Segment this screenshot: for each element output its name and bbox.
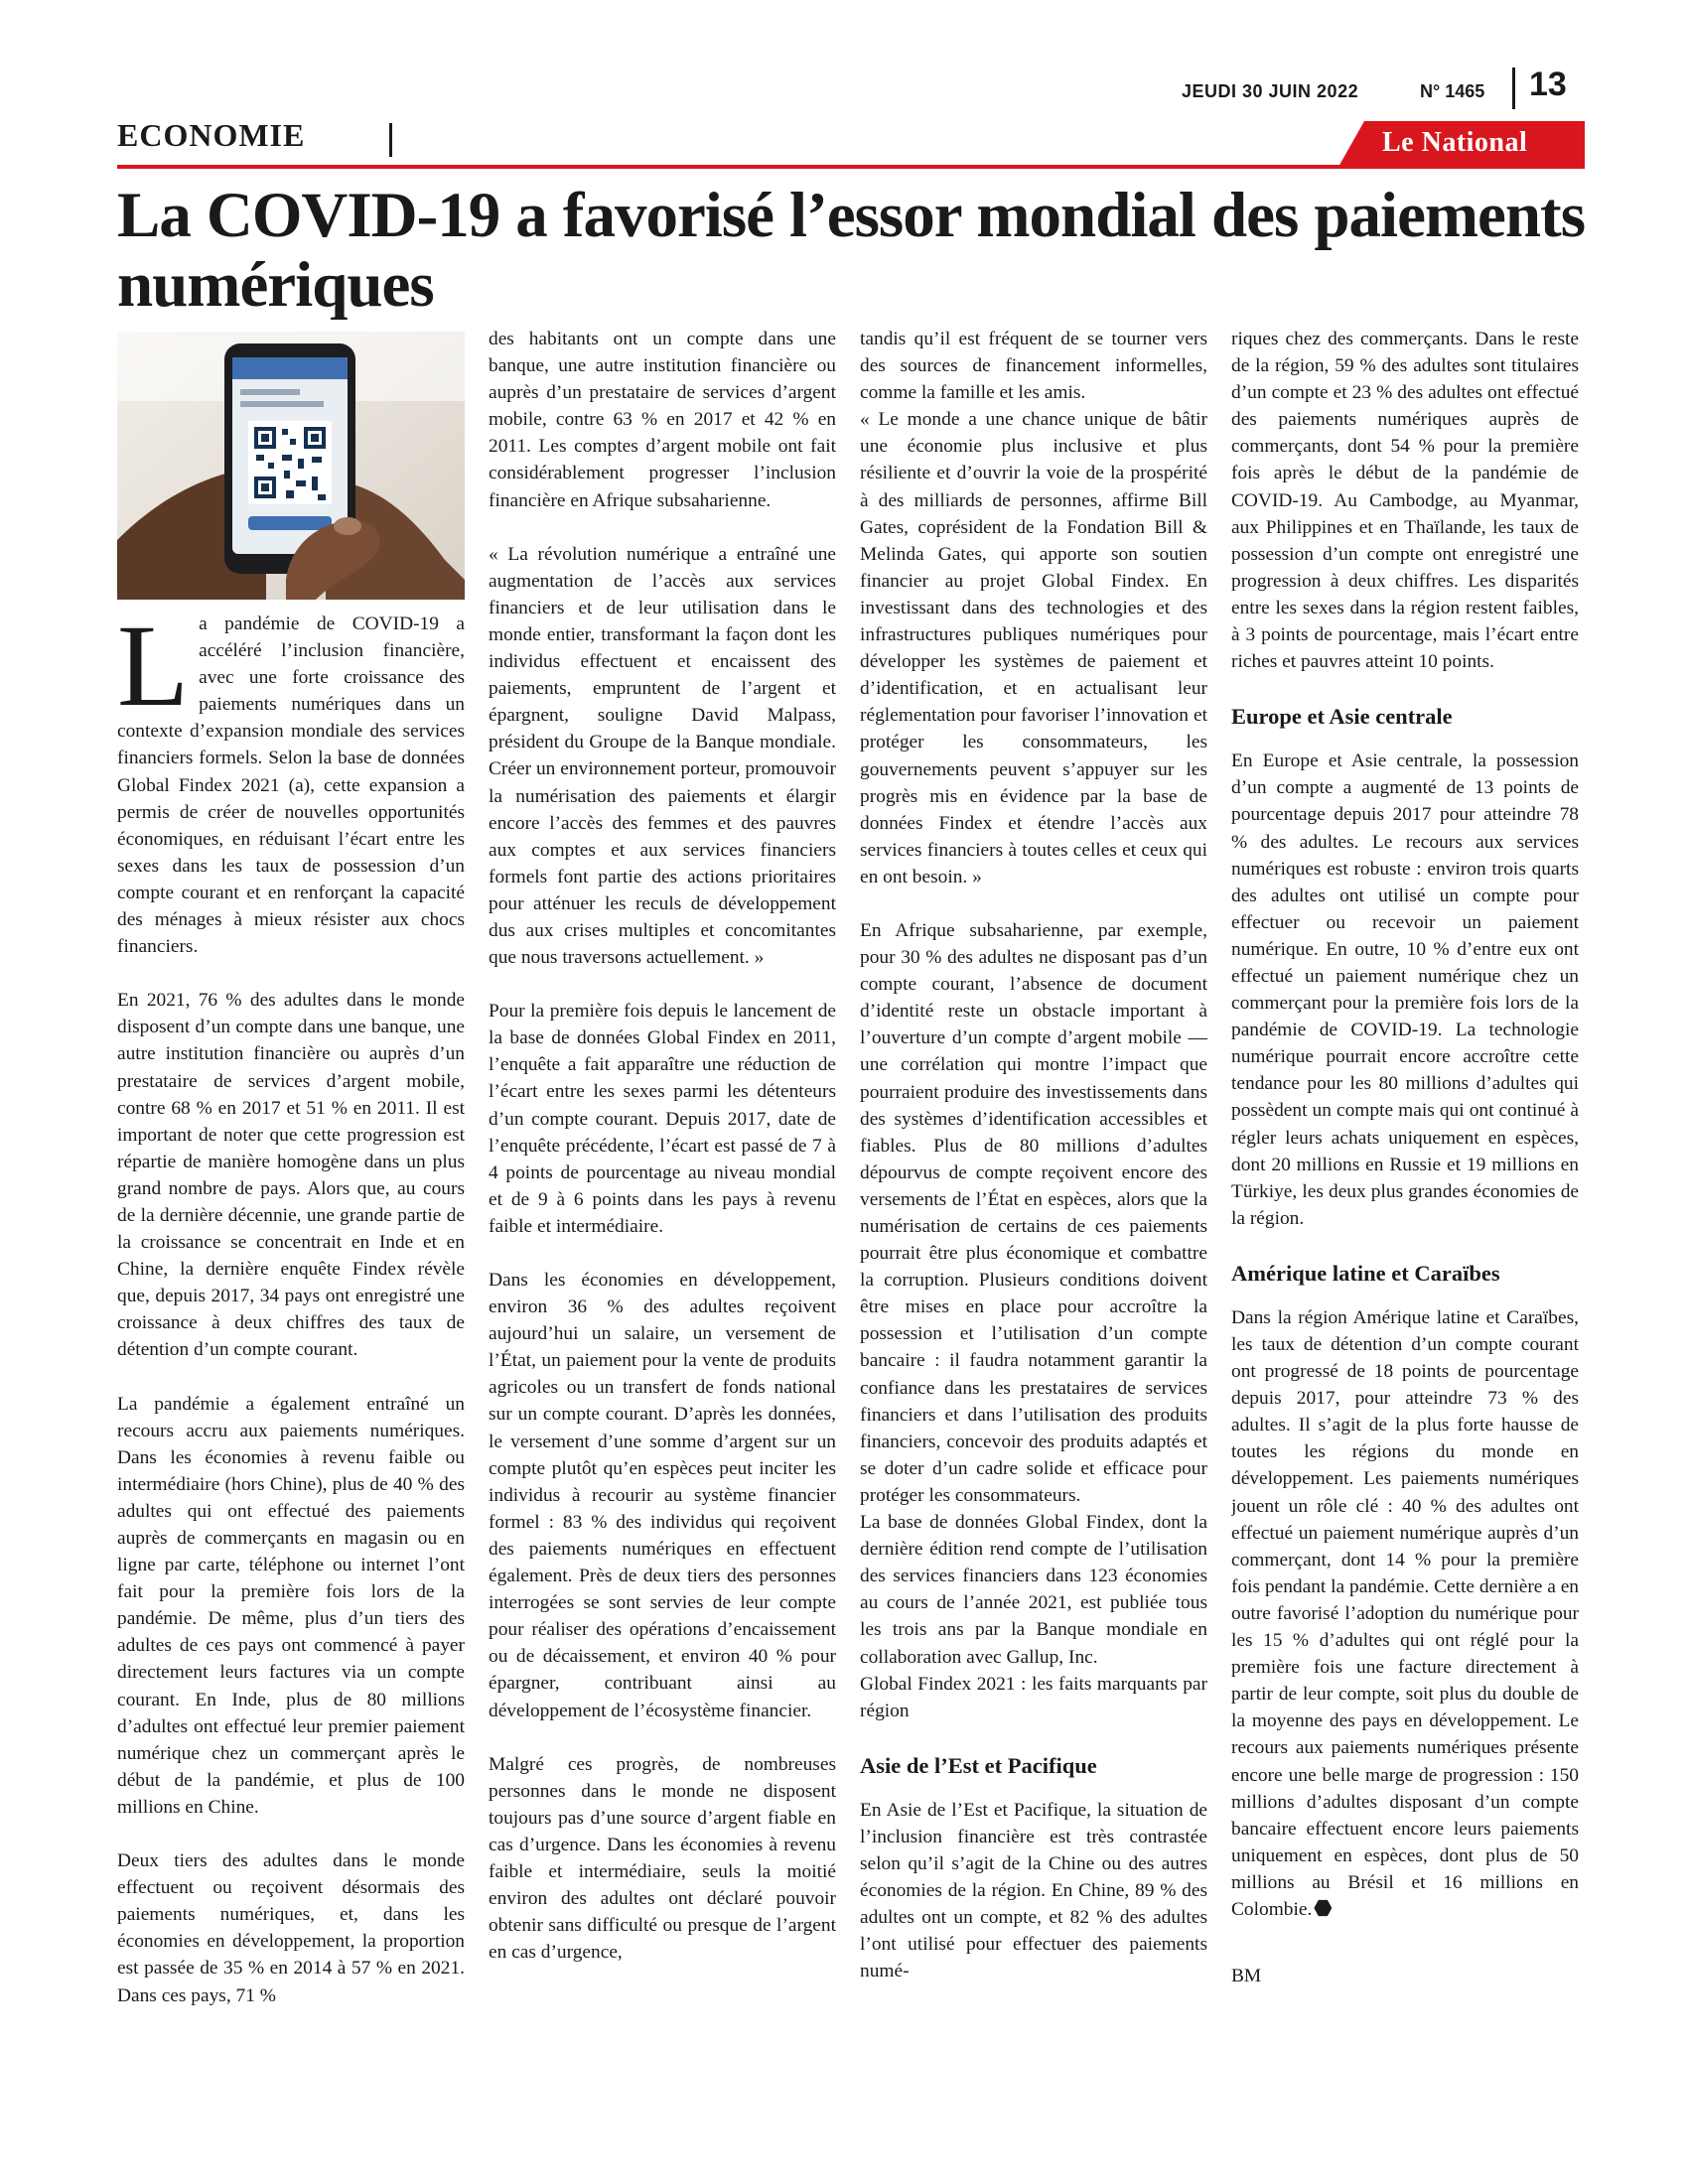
subheading-latin-america: Amérique latine et Caraïbes <box>1231 1260 1500 1286</box>
quote-paragraph: « Le monde a une chance unique de bâtir une économie plus inclusive et plus résiliente et d’ouvrir la voie de la prospérité à des milliards de personnes, affirme Bill Gates, coprésident de la Fondation Bill & Melinda Gates, qui apporte son soutien financier au projet Global Findex. En investissant dans des technologies et des infrastructures publiques numériques pour développer les systèmes de paiement et d’identification, et en actualisant leur réglementation pour favoriser l’innovation et protéger les consommateurs, les gouvernements peuvent s’appuyer sur les progrès mis en évidence par la base de données Findex et étendre l’accès aux services financiers à toutes celles et ceux qui en ont besoin. » <box>860 409 1207 887</box>
drop-cap: L <box>117 611 190 731</box>
article-paragraph: La pandémie a également entraîné un recours accru aux paiements numériques. Dans les économies à revenu faible ou intermédiaire (hors Chine), plus de 40 % des adultes qui ont effectué des paiements auprès de commerçants en magasin ou en ligne par carte, téléphone ou internet l’ont fait pour la première fois lors de la pandémie. De même, plus d’un tiers des adultes de ces pays ont commencé à payer directement leurs factures via un compte courant. En Inde, plus de 80 millions d’adultes ont effectué leur premier paiement numérique chez un commerçant après le début de la pandémie, et plus de 100 millions en Chine. <box>117 1393 465 1818</box>
article-column-3 <box>860 326 1207 2142</box>
header-rule <box>117 165 1585 169</box>
article-paragraph: En Europe et Asie centrale, la possession d’un compte a augmenté de 13 points de pourcentage depuis 2017 pour atteindre 78 % des adultes. Le recours aux services numériques est robuste : environ trois quarts des adultes ont utilisé un compte pour effectuer ou recevoir un paiement numérique. En outre, 10 % d’entre eux ont effectué un paiement numérique chez un commerçant pour la première fois lors de la pandémie de COVID-19. La technologie numérique pourrait encore accroître cette tendance pour les 80 millions d’adultes qui possèdent un compte mais qui ont continué à régler leurs achats uniquement en espèces, dont 20 millions en Russie et 19 millions en Türkiye, les deux plus grandes économies de la région. <box>1231 751 1579 1229</box>
issue-number: N° 1465 <box>1420 81 1485 101</box>
subheading-east-asia: Asie de l’Est et Pacifique <box>860 1752 1097 1778</box>
article-paragraph: riques chez des commerçants. Dans le reste de la région, 59 % des adultes sont titulaires d’un compte et 23 % des adultes ont effectué des paiements numériques auprès de commerçants, dont 54 % pour la première fois après le début de la pandémie de COVID-19. Au Cambodge, au Myanmar, aux Philippines et en Thaïlande, les taux de possession d’un compte ont enregistré une progression à deux chiffres. Les disparités entre les sexes dans la région restent faibles, à 3 points de pourcentage, mais l’écart entre riches et pauvres atteint 10 points. <box>1231 329 1579 673</box>
article-paragraph: Global Findex 2021 : les faits marquants par région <box>860 1673 1207 1721</box>
subheading-europe: Europe et Asie centrale <box>1231 704 1453 730</box>
end-mark-icon <box>1314 1899 1332 1917</box>
article-paragraph: Deux tiers des adultes dans le monde effectuent ou reçoivent désormais des paiements numériques, et, dans les économies en développement, la proportion est passée de 35 % en 2014 à 57 % en 2021. Dans ces pays, 71 % <box>117 1850 465 2006</box>
masthead-divider <box>1512 68 1515 109</box>
article-headline: La COVID-19 a favorisé l’essor mondial des paiements numériques <box>117 180 1585 321</box>
newspaper-name: Le National <box>1382 127 1528 158</box>
article-paragraph: Dans la région Amérique latine et Caraïbes, les taux de détention d’un compte courant ont progressé de 18 points de pourcentage depuis 2017, pour atteindre 73 % des adultes. Il s’agit de la plus forte hausse de toutes les régions du monde en développement. Les paiements numériques jouent un rôle clé : 40 % des adultes ont effectué un paiement numérique auprès d’un commerçant, dont 14 % pour la première fois pendant la pandémie. Cette dernière a en outre favorisé l’adoption du numérique pour les 15 % d’adultes qui ont réglé pour la première fois une facture directement à partir de leur compte, soit plus du double de la moyenne des pays en développement. Le recours aux paiements numériques présente encore une belle marge de progression : 150 millions d’adultes disposant d’un compte bancaire effectuent encore leurs paiements uniquement en espèces, dont plus de 50 millions au Brésil et 16 millions en Colombie. <box>1231 1306 1579 1920</box>
article-paragraph: La pandémie de COVID-19 a accéléré l’inclusion financière, avec une forte croissance des paiements numériques dans un contexte d’expansion mondiale des services financiers formels. Selon la base de données Global Findex 2021 (a), cette expansion a permis de créer de nouvelles opportunités économiques, en réduisant l’écart entre les sexes dans les taux de possession d’un compte courant et en renforçant la capacité des ménages à mieux résister aux chocs financiers. <box>117 611 465 958</box>
article-photo <box>117 332 465 600</box>
page-number: 13 <box>1529 66 1567 103</box>
phone-qr-illustration <box>117 332 465 600</box>
article-paragraph: La base de données Global Findex, dont la dernière édition rend compte de l’utilisation des services financiers dans 123 économies au cours de l’année 2021, est publiée tous les trois ans par la Banque mondiale en collaboration avec Gallup, Inc. <box>860 1512 1207 1668</box>
byline: BM <box>1231 1966 1262 1987</box>
section-divider <box>389 123 392 157</box>
article-paragraph: Pour la première fois depuis le lancement de la base de données Global Findex en 2011, l’enquête a fait apparaître une réduction de l’écart entre les sexes parmi les détenteurs d’un compte courant. Depuis 2017, date de l’enquête précédente, l’écart est passé de 7 à 4 points de pourcentage au niveau mondial et de 9 à 6 points dans les pays à revenu faible et intermédiaire. <box>489 1001 836 1237</box>
article-paragraph: En Asie de l’Est et Pacifique, la situation de l’inclusion financière est très contrastée selon qu’il s’agit de la Chine ou des autres économies de la région. En Chine, 89 % des adultes ont un compte, et 82 % des adultes l’ont utilisé pour effectuer des paiements numé- <box>860 1799 1207 1982</box>
article-paragraph: En Afrique subsaharienne, par exemple, pour 30 % des adultes ne disposant pas d’un compte courant, l’absence de document d’identité reste un obstacle important à l’ouverture d’un compte d’argent mobile — une corrélation qui montre l’impact que pourraient produire des investissements dans des systèmes d’identification accessibles et fiables. Plus de 80 millions d’adultes dépourvus de compte reçoivent encore des versements de l’État en espèces, alors que la numérisation de certains de ces paiements pourrait être plus économique et combattre la corruption. Plusieurs conditions doivent être mises en place pour accroître la possession et l’utilisation d’un compte bancaire : il faudra notamment garantir la confiance dans les prestataires de services financiers et dans l’utilisation des produits financiers, concevoir des produits adaptés et se doter d’un cadre solide et efficace pour protéger les consommateurs. <box>860 919 1207 1506</box>
article-column-2 <box>489 326 836 2142</box>
article-paragraph: Dans les économies en développement, environ 36 % des adultes reçoivent aujourd’hui un salaire, un versement de l’État, un paiement pour la vente de produits agricoles ou un transfert de fonds national sur un compte courant. D’après les données, le versement d’une somme d’argent sur un compte plutôt qu’en espèces peut inciter les individus à recourir au système financier formel : 83 % des individus qui reçoivent des paiements numériques en effectuent également. Près de deux tiers des personnes interrogées se sont servies de leur compte pour réaliser des opérations d’encaissement ou de décaissement, et environ 40 % pour épargner, contribuant ainsi au développement de l’écosystème financier. <box>489 1270 836 1721</box>
article-paragraph: des habitants ont un compte dans une banque, une autre institution financière ou auprès d’un prestataire de services d’argent mobile, contre 63 % en 2017 et 42 % en 2011. Les comptes d’argent mobile ont fait considérablement progresser l’inclusion financière en Afrique subsaharienne. <box>489 329 836 511</box>
article-column-1 <box>117 611 465 2119</box>
quote-paragraph: « La révolution numérique a entraîné une augmentation de l’accès aux services financiers et de leur utilisation dans le monde entier, transformant la façon dont les individus effectuent et encaissent des paiements, empruntent de l’argent et épargnent, souligne David Malpass, président du Groupe de la Banque mondiale. Créer un environnement porteur, promouvoir la numérisation des paiements et élargir encore l’accès des femmes et des pauvres aux comptes et aux services financiers formels font partie des actions prioritaires pour atténuer les reculs de développement dus aux crises multiples et concomitantes que nous traversons actuellement. » <box>489 543 836 969</box>
article-paragraph: Malgré ces progrès, de nombreuses personnes dans le monde ne disposent toujours pas d’une source d’argent fiable en cas d’urgence. Dans les économies à revenu faible et intermédiaire, seuls la moitié environ des adultes ont déclaré pouvoir obtenir sans difficulté ou presque de l’argent en cas d’urgence, <box>489 1753 836 1964</box>
section-label: ECONOMIE <box>117 117 306 153</box>
article-paragraph: En 2021, 76 % des adultes dans le monde disposent d’un compte dans une banque, une autre institution financière ou auprès d’un prestataire de services d’argent mobile, contre 68 % en 2017 et 51 % en 2011. Il est important de noter que cette progression est répartie de manière homogène dans un plus grand nombre de pays. Alors que, au cours de la dernière décennie, une grande partie de la croissance se concentrait en Inde et en Chine, la dernière enquête Findex révèle que, depuis 2017, 34 pays ont enregistré une croissance à deux chiffres des taux de détention d’un compte courant. <box>117 990 465 1361</box>
article-paragraph: tandis qu’il est fréquent de se tourner vers des sources de financement informelles, comme la famille et les amis. <box>860 329 1207 404</box>
article-column-4 <box>1231 326 1579 2142</box>
issue-date: JEUDI 30 JUIN 2022 <box>1182 81 1359 101</box>
